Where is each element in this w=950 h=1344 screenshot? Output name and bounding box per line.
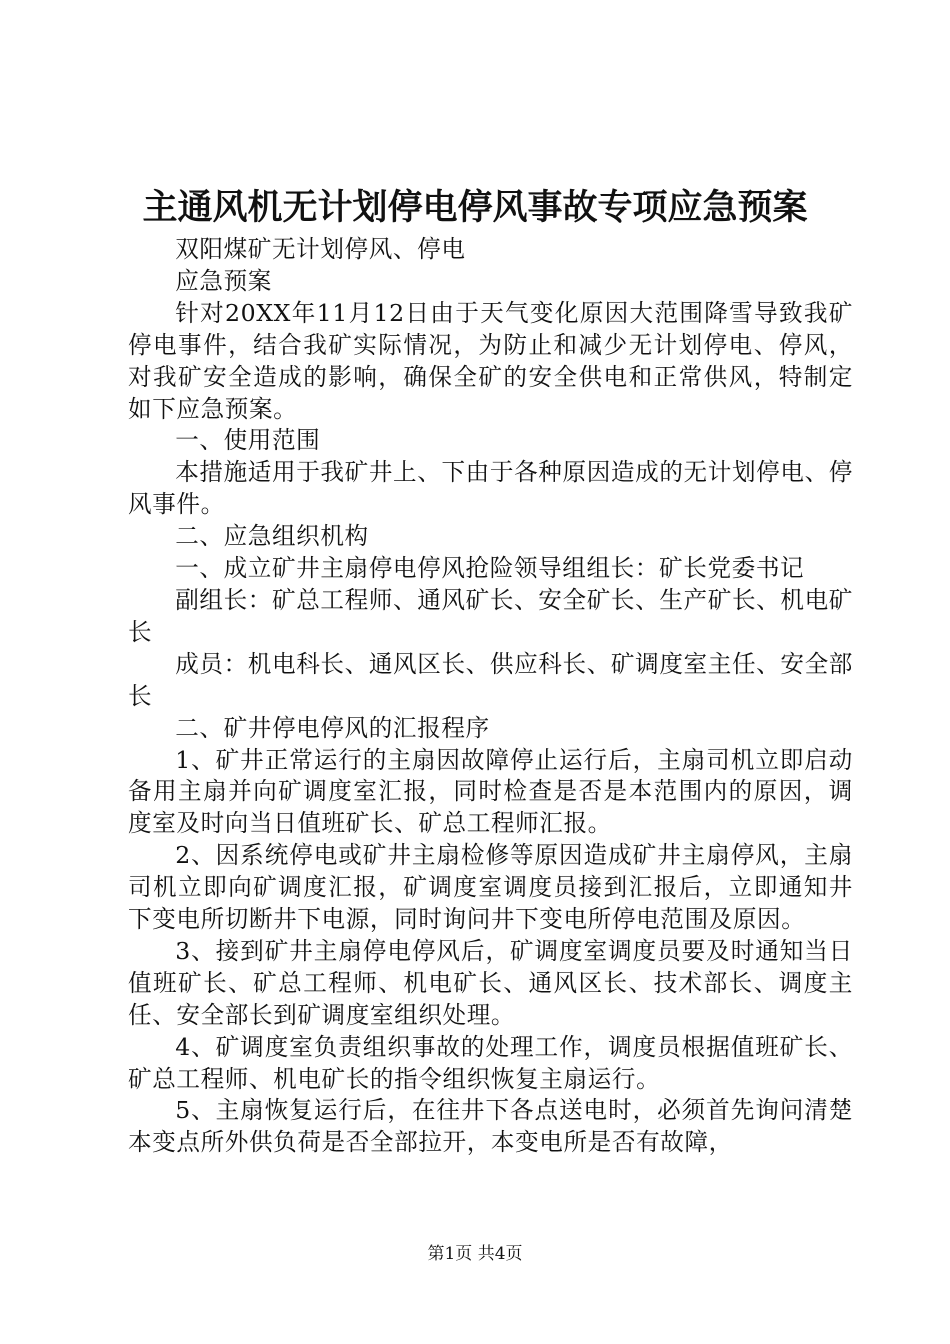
document-title: 主通风机无计划停电停风事故专项应急预案 bbox=[142, 187, 808, 228]
paragraph: 5、主扇恢复运行后，在往井下各点送电时，必须首先询问清楚本变点所外供负荷是否全部拉开，本变电所是否有故障， bbox=[128, 1096, 853, 1157]
document-body bbox=[128, 234, 853, 1159]
paragraph: 双阳煤矿无计划停风、停电 bbox=[175, 235, 466, 263]
paragraph: 2、因系统停电或矿井主扇检修等原因造成矿井主扇停风，主扇司机立即向矿调度汇报，矿调度室调度员接到汇报后，立即通知井下变电所切断井下电源，同时询问井下变电所停电范围及原因。 bbox=[128, 841, 853, 934]
paragraph: 针对20XX年11月12日由于天气变化原因大范围降雪导致我矿停电事件，结合我矿实际情况，为防止和减少无计划停电、停风，对我矿安全造成的影响，确保全矿的安全供电和正常供风，特制定如下应急预案。 bbox=[128, 298, 853, 423]
paragraph: 副组长：矿总工程师、通风矿长、安全矿长、生产矿长、机电矿长 bbox=[128, 585, 853, 646]
section-heading: 二、矿井停电停风的汇报程序 bbox=[175, 713, 490, 742]
paragraph: 成员：机电科长、通风区长、供应科长、矿调度室主任、安全部长 bbox=[128, 649, 853, 710]
section-heading: 一、使用范围 bbox=[175, 426, 321, 455]
paragraph: 本措施适用于我矿井上、下由于各种原因造成的无计划停电、停风事件。 bbox=[128, 458, 853, 519]
section-heading: 二、应急组织机构 bbox=[175, 522, 369, 551]
paragraph: 1、矿井正常运行的主扇因故障停止运行后，主扇司机立即启动备用主扇并向矿调度室汇报，同时检查是否是本范围内的原因，调度室及时向当日值班矿长、矿总工程师汇报。 bbox=[128, 745, 853, 838]
paragraph: 4、矿调度室负责组织事故的处理工作，调度员根据值班矿长、矿总工程师、机电矿长的指令组织恢复主扇运行。 bbox=[128, 1032, 853, 1093]
paragraph: 应急预案 bbox=[175, 266, 272, 295]
paragraph: 3、接到矿井主扇停电停风后，矿调度室调度员要及时通知当日值班矿长、矿总工程师、机电矿长、通风区长、技术部长、调度主任、安全部长到矿调度室组织处理。 bbox=[128, 936, 853, 1029]
paragraph: 一、成立矿井主扇停电停风抢险领导组组长：矿长党委书记 bbox=[175, 554, 805, 583]
page-number-footer: 第1页 共4页 bbox=[427, 1244, 523, 1264]
